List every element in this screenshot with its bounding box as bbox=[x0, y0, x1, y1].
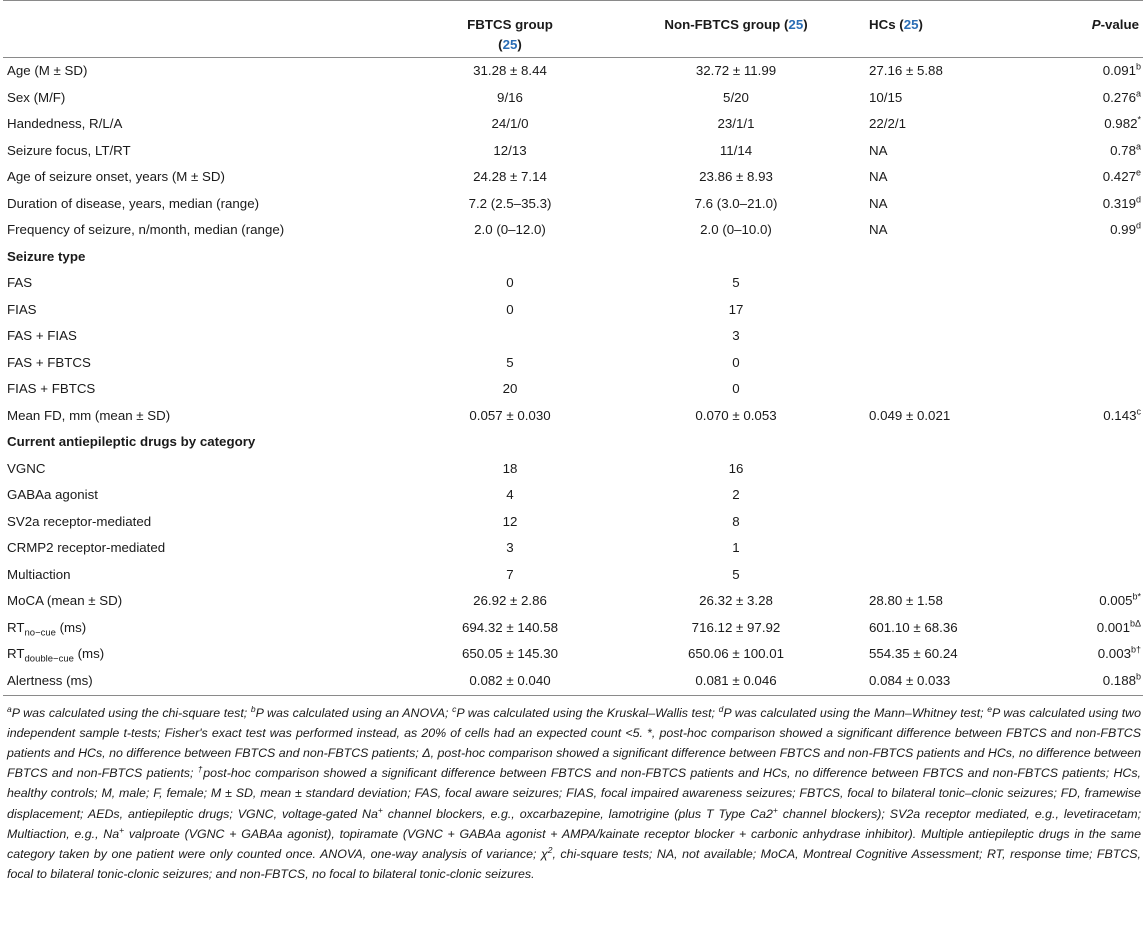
cell-hcs: 22/2/1 bbox=[869, 116, 906, 132]
table-row bbox=[3, 111, 1143, 138]
cell-fbtcs: 0.082 ± 0.040 bbox=[391, 668, 629, 696]
cell-nonfbtcs bbox=[629, 429, 843, 456]
header-pvalue: P-value bbox=[1016, 1, 1143, 58]
cell-pvalue bbox=[1016, 562, 1143, 589]
row-label: FAS + FBTCS bbox=[7, 354, 91, 370]
cell-hcs bbox=[843, 270, 1016, 297]
table-row bbox=[3, 191, 1143, 218]
row-label: GABAa agonist bbox=[7, 487, 98, 503]
cell-nonfbtcs: 7.6 (3.0–21.0) bbox=[694, 195, 778, 211]
cell-pvalue bbox=[1016, 509, 1143, 536]
cell-pvalue bbox=[1016, 482, 1143, 509]
table-row bbox=[3, 588, 1143, 615]
cell-hcs bbox=[843, 509, 1016, 536]
header-fbtcs-n: 25 bbox=[502, 37, 518, 52]
cell-pvalue: 0.982* bbox=[1104, 114, 1141, 132]
table-section-row bbox=[3, 244, 1143, 271]
cell-fbtcs: 12 bbox=[502, 513, 518, 529]
cell-fbtcs: 9/16 bbox=[497, 89, 523, 105]
cell-fbtcs bbox=[391, 323, 629, 350]
cell-hcs: 10/15 bbox=[869, 89, 903, 105]
cell-hcs bbox=[843, 297, 1016, 324]
cell-pvalue: 0.78$^a$ bbox=[1110, 141, 1141, 158]
row-label: MoCA (mean ± SD) bbox=[7, 593, 123, 609]
cell-hcs bbox=[843, 562, 1016, 589]
cell-pvalue bbox=[1016, 429, 1143, 456]
cell-pvalue: 0.427e bbox=[1102, 167, 1141, 185]
cell-nonfbtcs: 1 bbox=[732, 540, 740, 556]
cell-nonfbtcs: 650.06 ± 100.01 bbox=[687, 646, 785, 662]
cell-fbtcs: 18 bbox=[502, 460, 518, 476]
cell-hcs bbox=[843, 429, 1016, 456]
cell-hcs: NA bbox=[869, 169, 888, 185]
cell-pvalue: $0.005^{b*}$ bbox=[1099, 591, 1141, 609]
cell-nonfbtcs: 3 bbox=[732, 328, 740, 344]
cell-pvalue bbox=[1016, 376, 1143, 403]
cell-fbtcs bbox=[391, 244, 629, 271]
table-row bbox=[3, 615, 1143, 642]
table-section-row bbox=[3, 429, 1143, 456]
cell-nonfbtcs: 5 bbox=[732, 275, 740, 291]
row-label: Age of seizure onset, years (M ± SD) bbox=[7, 169, 225, 185]
header-nonfbtcs-n: 25 bbox=[788, 17, 804, 32]
cell-hcs: NA bbox=[869, 222, 888, 238]
cell-hcs: 28.80 ± 1.58 bbox=[869, 593, 943, 609]
cell-nonfbtcs: 2.0 (0–10.0) bbox=[700, 222, 772, 238]
cell-nonfbtcs bbox=[629, 244, 843, 271]
table-row bbox=[3, 58, 1143, 85]
cell-nonfbtcs: 0.081 ± 0.046 bbox=[629, 668, 843, 696]
cell-nonfbtcs: 23.86 ± 8.93 bbox=[699, 169, 773, 185]
cell-hcs bbox=[843, 350, 1016, 377]
cell-nonfbtcs: 0 bbox=[732, 354, 740, 370]
cell-nonfbtcs: 2 bbox=[732, 487, 740, 503]
cell-fbtcs: 0 bbox=[506, 275, 514, 291]
row-label: Duration of disease, years, median (range) bbox=[7, 195, 260, 211]
table-row bbox=[3, 164, 1143, 191]
cell-hcs: 27.16 ± 5.88 bbox=[869, 63, 943, 79]
table-row bbox=[3, 85, 1143, 112]
table-row bbox=[3, 509, 1143, 536]
row-label: FIAS + FBTCS bbox=[7, 381, 96, 397]
row-label: Age (M ± SD) bbox=[7, 63, 88, 79]
cell-fbtcs: 20 bbox=[502, 381, 518, 397]
cell-nonfbtcs: 5/20 bbox=[723, 89, 749, 105]
table-row bbox=[3, 270, 1143, 297]
row-label: Sex (M/F) bbox=[7, 89, 66, 105]
table-row bbox=[3, 323, 1143, 350]
cell-hcs: 554.35 ± 60.24 bbox=[869, 646, 958, 662]
cell-fbtcs: 24.28 ± 7.14 bbox=[473, 169, 547, 185]
row-label: CRMP2 receptor-mediated bbox=[7, 540, 166, 556]
table-row bbox=[3, 535, 1143, 562]
row-label: VGNC bbox=[7, 460, 46, 476]
table-row bbox=[3, 297, 1143, 324]
cell-hcs: 601.10 ± 68.36 bbox=[869, 619, 958, 635]
cell-pvalue: 0.188$^b$ bbox=[1016, 668, 1143, 696]
cell-fbtcs: 24/1/0 bbox=[491, 116, 529, 132]
table-row bbox=[3, 350, 1143, 377]
cell-nonfbtcs: 11/14 bbox=[719, 142, 753, 158]
cell-hcs: 0.049 ± 0.021 bbox=[869, 407, 951, 423]
header-blank bbox=[3, 1, 391, 58]
cell-pvalue: $0.001^{b\Delta}$ bbox=[1096, 618, 1141, 635]
cell-fbtcs: 0 bbox=[506, 301, 514, 317]
demographics-table bbox=[3, 0, 1143, 696]
header-hcs: HCs (25) bbox=[843, 1, 1016, 58]
cell-nonfbtcs: 0 bbox=[732, 381, 740, 397]
cell-nonfbtcs: 0.070 ± 0.053 bbox=[695, 407, 777, 423]
cell-pvalue bbox=[1016, 297, 1143, 324]
cell-hcs bbox=[843, 376, 1016, 403]
row-label: FAS + FIAS bbox=[7, 328, 77, 344]
cell-pvalue: 0.143$^c$ bbox=[1103, 406, 1141, 423]
row-label: FAS bbox=[7, 275, 33, 291]
table-row bbox=[3, 482, 1143, 509]
table-header-row bbox=[3, 1, 1143, 58]
cell-hcs bbox=[843, 244, 1016, 271]
header-hcs-n: 25 bbox=[903, 17, 919, 32]
row-label: Multiaction bbox=[7, 566, 71, 582]
cell-fbtcs: 26.92 ± 2.86 bbox=[473, 593, 547, 609]
cell-fbtcs: 0.057 ± 0.030 bbox=[469, 407, 551, 423]
table-row bbox=[3, 138, 1143, 165]
cell-hcs bbox=[843, 482, 1016, 509]
cell-nonfbtcs: 32.72 ± 11.99 bbox=[695, 63, 777, 79]
cell-fbtcs: 5 bbox=[506, 354, 514, 370]
cell-pvalue bbox=[1016, 350, 1143, 377]
cell-hcs bbox=[843, 535, 1016, 562]
row-label: $RT_{no-cue}$ (ms) bbox=[7, 619, 87, 639]
table-row bbox=[3, 668, 1143, 696]
cell-nonfbtcs: 5 bbox=[732, 566, 740, 582]
table-row bbox=[3, 456, 1143, 483]
row-label: Seizure type bbox=[7, 248, 86, 264]
cell-pvalue bbox=[1016, 535, 1143, 562]
cell-hcs: NA bbox=[869, 142, 888, 158]
cell-pvalue bbox=[1016, 323, 1143, 350]
row-label: Frequency of seizure, n/month, median (range) bbox=[7, 222, 285, 238]
cell-fbtcs: 4 bbox=[506, 487, 514, 503]
cell-pvalue: $0.003^{b\dagger}$ bbox=[1097, 644, 1141, 662]
cell-hcs bbox=[843, 323, 1016, 350]
cell-fbtcs: 7 bbox=[506, 566, 514, 582]
cell-pvalue: 0.319$^d$ bbox=[1102, 194, 1141, 211]
cell-fbtcs: 31.28 ± 8.44 bbox=[473, 63, 547, 79]
table-footnote: $^a$P was calculated using the chi-square test; $^b$P was calculated using an ANOVA; $^c$P was calculated using the Kruskal–Wallis test; $^d$P was calculated using the Mann–Whitney test; $^e$P was calculated using two independent sample t-tests; Fisher's exact test was performed instead, as 20% of cells had an expected count <5. *, post-hoc comparison showed a significant difference between FBTCS and non-FBTCS patients and HCs, no difference between FBTCS and non-FBTCS patients; Δ, post-hoc comparison showed a significant difference between FBTCS and non-FBTCS patients and HCs, no difference between FBTCS and non-FBTCS patients; †post-hoc comparison showed a significant difference between FBTCS and non-FBTCS patients and HCs, no difference between FBTCS and non-FBTCS patients; HCs, healthy controls; M, male; F, female; M ± SD, mean ± standard deviation; FAS, focal aware seizures; FIAS, focal impaired awareness seizures; FBTCS, focal to bilateral tonic–clonic seizures; FD, framewise displacement; AEDs, antiepileptic drugs; VGNC, voltage-gated Na+ channel blockers, e.g., oxcarbazepine, lamotrigine (plus T Type Ca2+ channel blockers); SV2a receptor mediated, e.g., levetiracetam; Multiaction, e.g., Na+ valproate (VGNC + GABAa agonist), topiramate (VGNC + GABAa agonist + AMPA/kainate receptor blocker + carbonic anhydrase inhibitor). Multiple antiepileptic drugs in the same category taken by one patient were only counted once. ANOVA, one-way analysis of variance; $\chi^2$, chi-square tests; NA, not available; MoCA, Montreal Cognitive Assessment; RT, response time; FBTCS, focal to bilateral tonic-clonic seizures; and non-FBTCS, no focal to bilateral tonic-clonic seizures. bbox=[7, 703, 1142, 882]
cell-hcs: NA bbox=[869, 195, 888, 211]
cell-nonfbtcs: 26.32 ± 3.28 bbox=[699, 593, 773, 609]
row-label: Current antiepileptic drugs by category bbox=[7, 434, 256, 450]
cell-fbtcs bbox=[391, 429, 629, 456]
table-row bbox=[3, 376, 1143, 403]
cell-fbtcs: 650.05 ± 145.30 bbox=[461, 646, 559, 662]
cell-nonfbtcs: 23/1/1 bbox=[717, 116, 755, 132]
cell-pvalue: 0.091$^b$ bbox=[1102, 61, 1141, 79]
cell-nonfbtcs: 17 bbox=[728, 301, 744, 317]
cell-pvalue: 0.276$^a$ bbox=[1102, 88, 1141, 105]
table-row bbox=[3, 641, 1143, 668]
cell-nonfbtcs: 8 bbox=[732, 513, 740, 529]
row-label: Seizure focus, LT/RT bbox=[7, 142, 131, 158]
row-label: $RT_{double-cue}$ (ms) bbox=[7, 646, 105, 665]
cell-hcs: 0.084 ± 0.033 bbox=[843, 668, 1016, 696]
header-fbtcs: FBTCS group (25) bbox=[391, 1, 629, 58]
cell-pvalue: 0.99$^d$ bbox=[1110, 220, 1141, 238]
row-label: Alertness (ms) bbox=[3, 668, 391, 696]
cell-pvalue bbox=[1016, 456, 1143, 483]
cell-pvalue bbox=[1016, 244, 1143, 271]
cell-fbtcs: 7.2 (2.5–35.3) bbox=[468, 195, 552, 211]
cell-fbtcs: 694.32 ± 140.58 bbox=[461, 619, 559, 635]
cell-fbtcs: 12/13 bbox=[493, 142, 527, 158]
table-body bbox=[3, 58, 1143, 696]
cell-hcs bbox=[843, 456, 1016, 483]
row-label: Handedness, R/L/A bbox=[7, 116, 123, 132]
row-label: SV2a receptor-mediated bbox=[7, 513, 152, 529]
row-label: Mean FD, mm (mean ± SD) bbox=[7, 407, 171, 423]
cell-pvalue bbox=[1016, 270, 1143, 297]
cell-fbtcs: 2.0 (0–12.0) bbox=[474, 222, 546, 238]
table-row bbox=[3, 403, 1143, 430]
header-nonfbtcs: Non-FBTCS group (25) bbox=[629, 1, 843, 58]
row-label: FIAS bbox=[7, 301, 37, 317]
cell-nonfbtcs: 716.12 ± 97.92 bbox=[691, 619, 781, 635]
table-row bbox=[3, 217, 1143, 244]
cell-fbtcs: 3 bbox=[506, 540, 514, 556]
cell-nonfbtcs: 16 bbox=[728, 460, 744, 476]
table-row bbox=[3, 562, 1143, 589]
